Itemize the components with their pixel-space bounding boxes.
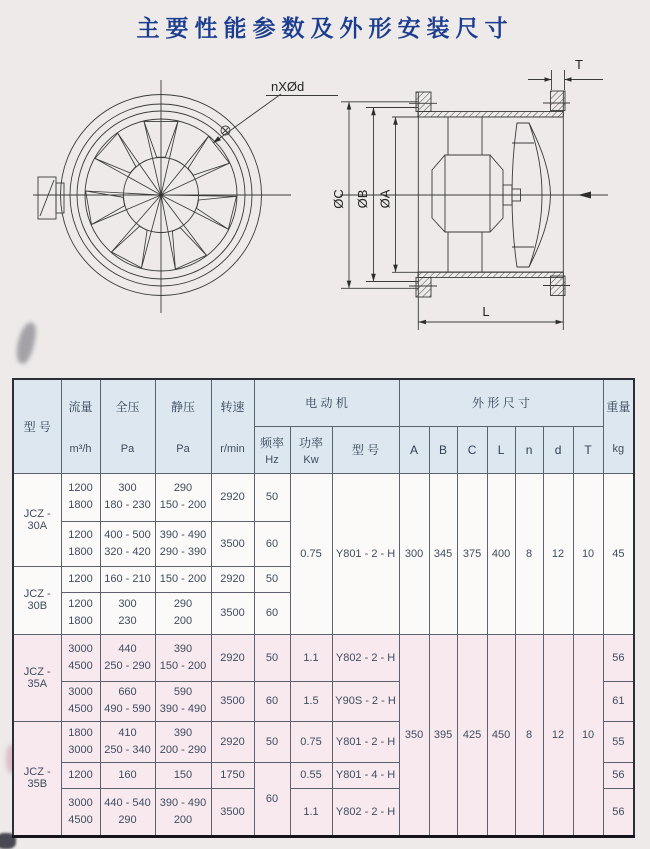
motor-model-cell: Y802 - 2 - H [332,634,399,681]
speed-cell: 2920 [211,721,254,762]
fan-front-view-drawing [33,79,338,313]
static-pressure-cell: 290 150 - 200 [155,473,211,521]
power-cell: 0.75 [290,473,332,634]
flow-cell: 1200 [61,762,100,788]
flow-cell: 1800 3000 [61,721,100,762]
speed-unit: r/min [220,443,245,455]
table-row [13,473,634,521]
header-row-1 [13,379,634,426]
flow-cell: 1200 1800 [61,592,100,634]
dim-flange-thickness [528,57,603,90]
model-cell: JCZ - 35B [13,721,61,836]
col-header-motor: 电 动 机 [254,379,399,426]
motor [432,155,503,232]
col-header-dimensions: 外 形 尺 寸 [399,379,603,426]
flow-cell: 3000 4500 [61,634,100,681]
col-header-static-pressure [155,379,211,473]
weight-cell: 55 [603,721,634,762]
dim-label-phi-b: ØB [355,189,370,209]
power-cell: 1.1 [290,788,332,836]
dim-l-cell: 400 [487,473,515,634]
weight-cell: 56 [603,634,634,681]
dim-label-flange-thickness: T [575,57,583,72]
speed-cell: 2920 [211,566,254,592]
weight-cell: 56 [603,788,634,836]
col-header-dim-d: d [543,426,573,473]
flow-cell: 1200 1800 [61,521,100,566]
speed-cell: 3500 [211,681,254,721]
total-pressure-label: 全压 [115,399,140,414]
power-unit: Kw [303,453,319,466]
static-pressure-cell: 390 - 490 200 [155,788,211,836]
speed-cell: 1750 [211,762,254,788]
total-pressure-cell: 660 490 - 590 [100,681,155,721]
speed-cell: 2920 [211,634,254,681]
bolt-holes-label: nXØd [271,79,305,94]
power-cell: 0.75 [290,721,332,762]
col-header-dim-b: B [429,426,457,473]
motor-model-cell: Y802 - 2 - H [332,788,399,836]
col-header-flow [61,379,100,473]
total-pressure-cell: 440 250 - 290 [100,634,155,681]
page-title: 主要性能参数及外形安装尺寸 [136,15,514,41]
dim-length [418,296,563,330]
power-cell: 1.5 [290,681,332,721]
frequency-cell: 60 [254,592,290,634]
frequency-cell: 50 [254,721,290,762]
static-pressure-cell: 290 200 [155,592,211,634]
total-pressure-cell: 400 - 500 320 - 420 [100,521,155,566]
weight-cell: 61 [603,681,634,721]
col-header-power [290,426,332,473]
power-label: 功率 [298,435,323,450]
col-header-frequency [254,426,290,473]
model-cell: JCZ - 35A [13,634,61,721]
speed-label: 转速 [220,399,245,414]
dim-t-cell: 10 [573,473,603,634]
dim-n-cell: 8 [515,634,543,836]
total-pressure-cell: 160 - 210 [100,566,155,592]
speed-cell: 3500 [211,788,254,836]
col-header-total-pressure [100,379,155,473]
col-header-speed [211,379,254,473]
total-pressure-unit: Pa [120,443,135,455]
power-cell: 0.55 [290,762,332,788]
static-pressure-cell: 390 150 - 200 [155,634,211,681]
flow-cell: 1200 [61,566,100,592]
speed-cell: 3500 [211,521,254,566]
dim-c-cell: 375 [457,473,487,634]
total-pressure-cell: 440 - 540 290 [100,788,155,836]
static-pressure-label: 静压 [170,399,195,414]
dim-c-cell: 425 [457,634,487,836]
weight-label: 重量 [606,399,631,414]
static-pressure-cell: 150 - 200 [155,566,211,592]
weight-cell: 45 [603,473,634,634]
flow-label: 流量 [68,399,93,414]
frequency-unit: Hz [265,453,279,466]
frequency-label: 频率 [259,435,284,450]
flow-cell: 1200 1800 [61,473,100,521]
frequency-cell: 60 [254,521,290,566]
static-pressure-cell: 590 390 - 490 [155,681,211,721]
weight-cell: 56 [603,762,634,788]
table-row [13,634,634,681]
weight-unit: kg [612,443,625,455]
col-header-motor-model: 型 号 [332,426,399,473]
dim-b-cell: 345 [429,473,457,634]
frequency-cell: 50 [254,634,290,681]
frequency-cell: 50 [254,566,290,592]
static-pressure-cell: 150 [155,762,211,788]
col-header-dim-n: n [515,426,543,473]
frequency-cell: 60 [254,762,290,836]
dim-label-phi-c: ØC [331,189,346,209]
fan-side-view-drawing [331,57,608,330]
frequency-cell: 60 [254,681,290,721]
dim-b-cell: 395 [429,634,457,836]
technical-drawings [0,0,650,378]
spec-table [12,378,635,838]
static-pressure-unit: Pa [176,443,190,455]
motor-model-cell: Y90S - 2 - H [332,681,399,721]
motor-model-cell: Y801 - 4 - H [332,762,399,788]
col-header-weight [603,379,634,473]
dim-n-cell: 8 [515,473,543,634]
dim-label-phi-a: ØA [377,189,393,209]
dim-a-cell: 300 [399,473,429,634]
speed-cell: 3500 [211,592,254,634]
total-pressure-cell: 300 180 - 230 [100,473,155,521]
total-pressure-cell: 300 230 [100,592,155,634]
dim-l-cell: 450 [487,634,515,836]
frequency-cell: 50 [254,473,290,521]
flow-cell: 3000 4500 [61,788,100,836]
flow-cell: 3000 4500 [61,681,100,721]
col-header-dim-c: C [457,426,487,473]
static-pressure-cell: 390 - 490 290 - 390 [155,521,211,566]
motor-model-cell: Y801 - 2 - H [332,473,399,634]
model-cell: JCZ - 30B [13,566,61,634]
model-cell: JCZ - 30A [13,473,61,566]
motor-model-cell: Y801 - 2 - H [332,721,399,762]
dim-a-cell: 350 [399,634,429,836]
dim-t-cell: 10 [573,634,603,836]
col-header-dim-t: T [573,426,603,473]
speed-cell: 2920 [211,473,254,521]
flow-unit: m³/h [69,443,92,455]
dim-d-cell: 12 [543,634,573,836]
total-pressure-cell: 410 250 - 340 [100,721,155,762]
dim-d-cell: 12 [543,473,573,634]
power-cell: 1.1 [290,634,332,681]
static-pressure-cell: 390 200 - 290 [155,721,211,762]
col-header-dim-a: A [399,426,429,473]
col-header-dim-l: L [487,426,515,473]
total-pressure-cell: 160 [100,762,155,788]
col-header-model: 型 号 [13,379,61,473]
dim-label-length: L [482,304,490,319]
